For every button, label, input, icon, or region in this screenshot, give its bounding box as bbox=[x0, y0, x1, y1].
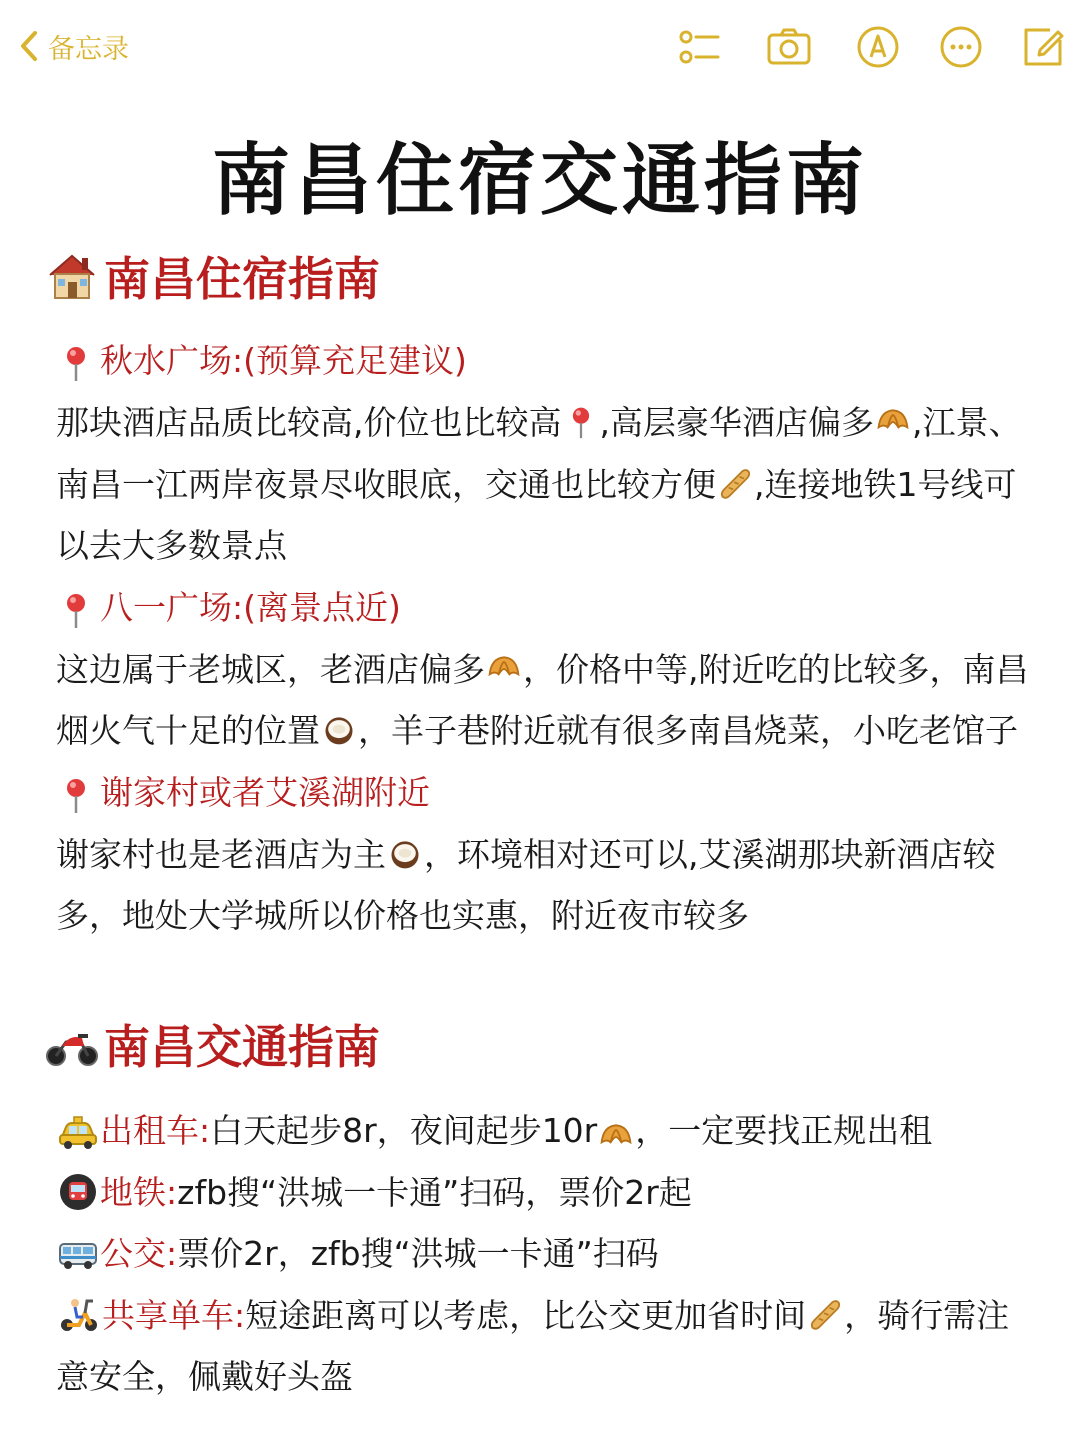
transport-label: 出租车: bbox=[100, 1111, 211, 1150]
text-span: ，骑行需注意安全，佩戴好头盔 bbox=[56, 1295, 1010, 1396]
more-button[interactable] bbox=[938, 24, 984, 70]
transport-label: 公交: bbox=[100, 1234, 178, 1273]
more-icon bbox=[938, 24, 984, 70]
baguette-icon bbox=[717, 460, 753, 496]
compose-icon bbox=[1020, 24, 1066, 70]
nav-bar bbox=[0, 0, 1080, 96]
croissant-icon bbox=[598, 1113, 634, 1149]
chevron-left-icon bbox=[18, 29, 40, 63]
scooter-icon bbox=[57, 1291, 101, 1335]
lodging-content bbox=[56, 330, 1036, 947]
area-description bbox=[56, 639, 1036, 762]
transport-item-bike bbox=[56, 1285, 1036, 1408]
area-heading bbox=[56, 330, 1036, 392]
area-name: 谢家村或者艾溪湖附近 bbox=[100, 772, 430, 812]
croissant-icon bbox=[875, 398, 911, 434]
text-span: ,连接地铁1号线可以去大多数景点 bbox=[56, 464, 1017, 565]
lodging-heading bbox=[44, 246, 380, 306]
croissant-icon bbox=[486, 645, 522, 681]
house-icon bbox=[44, 248, 100, 304]
checklist-icon bbox=[676, 24, 722, 70]
transport-item-metro bbox=[56, 1162, 1036, 1224]
pin-icon bbox=[563, 398, 599, 434]
text-span: 票价2r，zfb搜“洪城一卡通”扫码 bbox=[177, 1234, 659, 1273]
bus-icon bbox=[56, 1232, 100, 1276]
camera-button[interactable] bbox=[766, 24, 812, 70]
text-span: zfb搜“洪城一卡通”扫码，票价2r起 bbox=[177, 1172, 692, 1212]
transport-content bbox=[56, 1100, 1036, 1408]
text-span: ,江景、南昌一江两岸夜景尽收眼底，交通也比较方便 bbox=[56, 403, 1022, 504]
coconut-icon bbox=[387, 830, 423, 866]
text-span: 这边属于老城区，老酒店偏多 bbox=[56, 649, 485, 689]
text-span: ，价格中等,附近吃的比较多，南昌烟火气十足的位置 bbox=[56, 649, 1029, 750]
checklist-button[interactable] bbox=[676, 24, 722, 70]
coconut-icon bbox=[321, 706, 357, 742]
transport-heading bbox=[44, 1014, 380, 1074]
text-span: ，羊子巷附近就有很多南昌烧菜，小吃老馆子 bbox=[358, 711, 1018, 750]
transport-item-taxi bbox=[56, 1100, 1036, 1162]
transport-heading-text: 南昌交通指南 bbox=[104, 1020, 380, 1074]
text-span: ,高层豪华酒店偏多 bbox=[599, 403, 874, 442]
area-description bbox=[56, 824, 1036, 947]
text-span: 谢家村也是老酒店为主 bbox=[56, 834, 386, 874]
camera-icon bbox=[766, 24, 812, 70]
motorcycle-icon bbox=[44, 1016, 100, 1072]
pin-icon bbox=[56, 341, 96, 381]
back-label: 备忘录 bbox=[48, 33, 129, 65]
area-name: 八一广场:(离景点近) bbox=[100, 587, 401, 627]
area-name: 秋水广场:(预算充足建议) bbox=[100, 341, 467, 380]
area-heading bbox=[56, 762, 1036, 824]
text-span: 白天起步8r，夜间起步10r bbox=[210, 1111, 598, 1150]
markup-button[interactable] bbox=[855, 24, 901, 70]
transport-label: 共享单车: bbox=[102, 1295, 246, 1335]
text-span: 短途距离可以考虑，比公交更加省时间 bbox=[245, 1295, 807, 1335]
back-button[interactable] bbox=[18, 26, 129, 66]
area-description bbox=[56, 392, 1036, 577]
transport-label: 地铁: bbox=[100, 1172, 178, 1212]
markup-icon bbox=[855, 24, 901, 70]
text-span: ，一定要找正规出租 bbox=[635, 1111, 933, 1150]
transport-item-bus bbox=[56, 1223, 1036, 1285]
taxi-icon bbox=[56, 1109, 100, 1153]
metro-icon bbox=[56, 1170, 100, 1214]
pin-icon bbox=[56, 588, 96, 628]
pin-icon bbox=[56, 773, 96, 813]
baguette-icon bbox=[807, 1291, 843, 1327]
text-span: ，环境相对还可以,艾溪湖那块新酒店较多，地处大学城所以价格也实惠，附近夜市较多 bbox=[56, 834, 996, 935]
page-title: 南昌住宿交通指南 bbox=[211, 136, 868, 226]
text-span: 那块酒店品质比较高,价位也比较高 bbox=[56, 403, 562, 442]
area-heading bbox=[56, 577, 1036, 639]
lodging-heading-text: 南昌住宿指南 bbox=[104, 252, 380, 306]
compose-button[interactable] bbox=[1020, 24, 1066, 70]
